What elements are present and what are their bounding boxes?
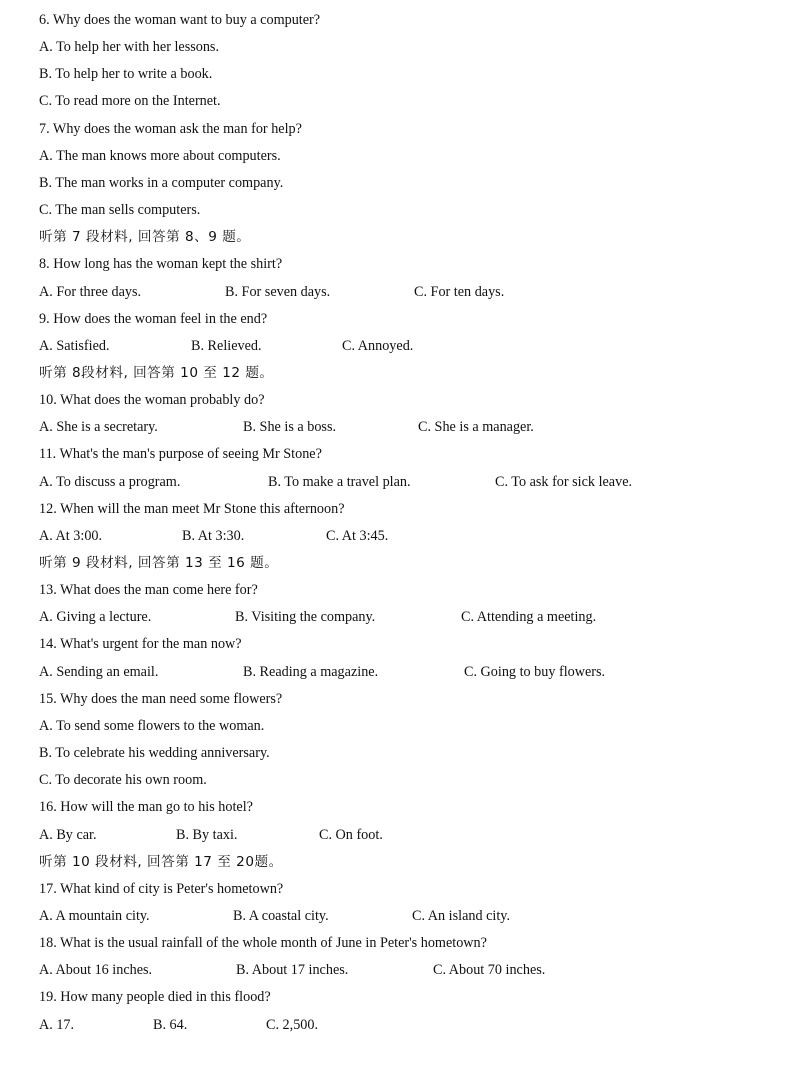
answer-option: C. Attending a meeting.: [461, 609, 597, 626]
question-text: 15. Why does the man need some flowers?: [39, 690, 283, 707]
question-text: 14. What's urgent for the man now?: [39, 636, 242, 653]
answer-option: C. Going to buy flowers.: [464, 663, 606, 680]
answer-option: B. 64.: [153, 1016, 188, 1033]
answer-option: B. To make a travel plan.: [268, 473, 411, 490]
section-instruction: 听第 10 段材料, 回答第 17 至 20题。: [39, 853, 283, 870]
answer-option: B. The man works in a computer company.: [39, 174, 284, 191]
answer-option: A. To send some flowers to the woman.: [39, 717, 265, 734]
answer-option: C. About 70 inches.: [433, 962, 546, 979]
answer-option: C. To read more on the Internet.: [39, 93, 221, 110]
answer-option: A. At 3:00.: [39, 527, 103, 544]
question-text: 8. How long has the woman kept the shirt?: [39, 256, 283, 273]
answer-option: B. Relieved.: [191, 337, 262, 354]
answer-option: B. To help her to write a book.: [39, 66, 213, 83]
answer-option: B. She is a boss.: [243, 419, 337, 436]
answer-option: C. At 3:45.: [326, 527, 389, 544]
answer-option: B. For seven days.: [225, 283, 331, 300]
answer-option: C. To decorate his own room.: [39, 772, 207, 789]
answer-option: A. For three days.: [39, 283, 142, 300]
answer-option: B. Reading a magazine.: [243, 663, 379, 680]
answer-option: A. By car.: [39, 826, 97, 843]
answer-option: A. She is a secretary.: [39, 419, 158, 436]
question-text: 13. What does the man come here for?: [39, 582, 258, 599]
question-text: 16. How will the man go to his hotel?: [39, 799, 253, 816]
answer-option: C. For ten days.: [414, 283, 505, 300]
answer-option: B. By taxi.: [176, 826, 238, 843]
section-instruction: 听第 8段材料, 回答第 10 至 12 题。: [39, 364, 274, 381]
answer-option: A. Giving a lecture.: [39, 609, 152, 626]
question-text: 17. What kind of city is Peter's hometown?: [39, 880, 284, 897]
answer-option: A. To help her with her lessons.: [39, 39, 220, 56]
question-text: 11. What's the man's purpose of seeing Mr Stone?: [39, 446, 322, 463]
answer-option: A. A mountain city.: [39, 907, 150, 924]
answer-option: B. About 17 inches.: [236, 962, 349, 979]
question-text: 6. Why does the woman want to buy a computer?: [39, 12, 321, 28]
question-text: 12. When will the man meet Mr Stone this afternoon?: [39, 500, 345, 517]
question-text: 19. How many people died in this flood?: [39, 989, 271, 1006]
question-text: 7. Why does the woman ask the man for help?: [39, 120, 302, 137]
answer-option: B. At 3:30.: [182, 527, 245, 544]
answer-option: A. To discuss a program.: [39, 473, 181, 490]
answer-option: C. 2,500.: [266, 1016, 319, 1033]
question-text: 18. What is the usual rainfall of the whole month of June in Peter's hometown?: [39, 935, 487, 952]
answer-option: C. An island city.: [412, 907, 510, 924]
answer-option: C. Annoyed.: [342, 337, 414, 354]
answer-option: A. Satisfied.: [39, 337, 110, 354]
answer-option: A. 17.: [39, 1016, 75, 1033]
answer-option: A. About 16 inches.: [39, 962, 153, 979]
answer-option: B. Visiting the company.: [235, 609, 376, 626]
answer-option: A. The man knows more about computers.: [39, 147, 281, 164]
answer-option: A. Sending an email.: [39, 663, 159, 680]
answer-option: B. To celebrate his wedding anniversary.: [39, 745, 270, 762]
answer-option: B. A coastal city.: [233, 907, 329, 924]
answer-option: C. On foot.: [319, 826, 383, 843]
question-text: 10. What does the woman probably do?: [39, 392, 265, 409]
section-instruction: 听第 7 段材料, 回答第 8、9 题。: [39, 229, 251, 246]
answer-option: C. The man sells computers.: [39, 202, 201, 219]
section-instruction: 听第 9 段材料, 回答第 13 至 16 题。: [39, 555, 279, 571]
answer-option: C. To ask for sick leave.: [495, 473, 633, 490]
question-text: 9. How does the woman feel in the end?: [39, 310, 268, 327]
answer-option: C. She is a manager.: [418, 419, 534, 436]
